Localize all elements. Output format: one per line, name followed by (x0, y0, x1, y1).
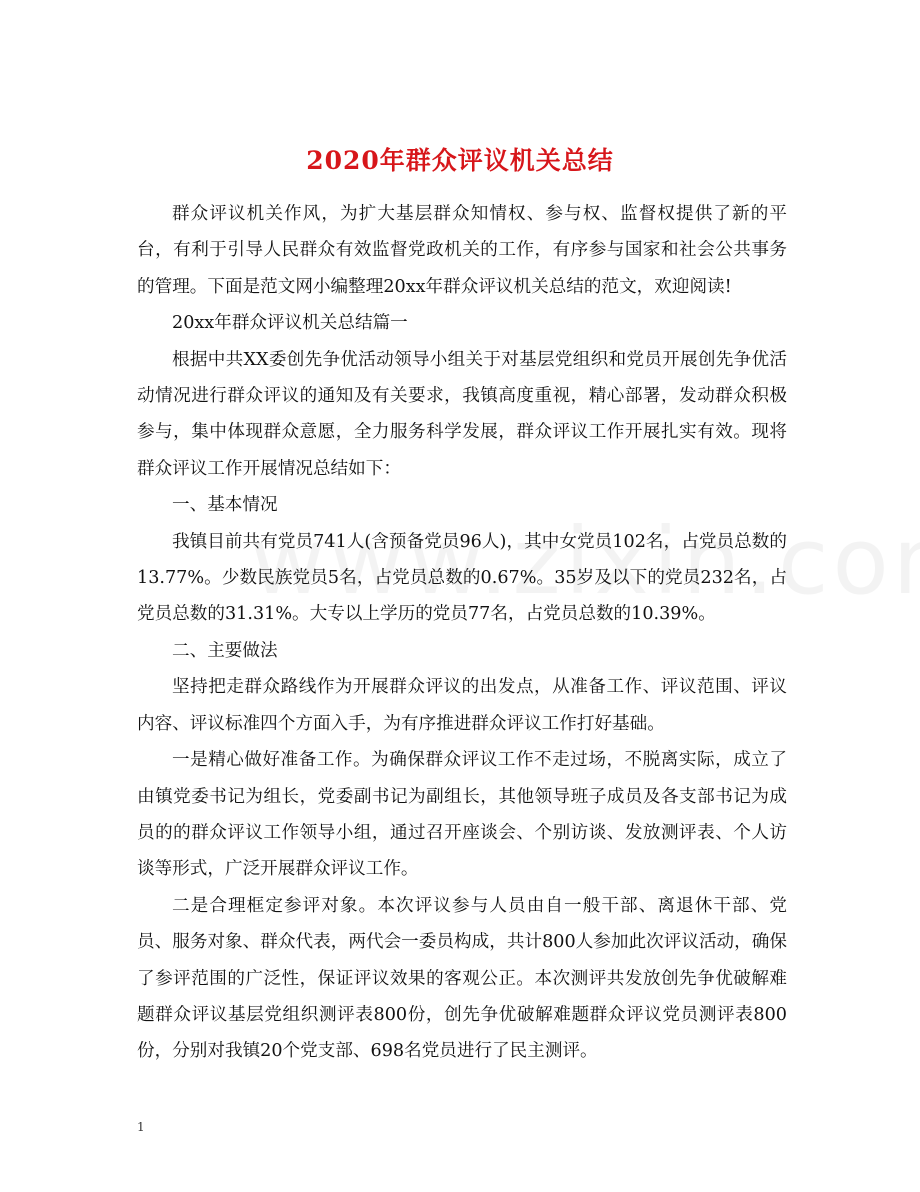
paragraph-participants: 二是合理框定参评对象。本次评议参与人员由自一般干部、离退休干部、党员、服务对象、群众代表，两代会一委员构成，共计800人参加此次评议活动，确保了参评范围的广泛性，保证评议效果的客观公正。本次测评共发放创先争优破解难题群众评议基层党组织测评表800份，创先争优破解难题群众评议党员测评表800份，分别对我镇20个党支部、698名党员进行了民主测评。 (137, 895, 787, 1062)
paragraph-basic-situation: 我镇目前共有党员741人(含预备党员96人)，其中女党员102名，占党员总数的13.77%。少数民族党员5名，占党员总数的0.67%。35岁及以下的党员232名，占党员总数的31.31%。大专以上学历的党员77名，占党员总数的10.39%。 (137, 531, 787, 625)
document-body (137, 196, 787, 1070)
paragraph-background: 根据中共XX委创先争优活动领导小组关于对基层党组织和党员开展创先争优活动情况进行群众评议的通知及有关要求，我镇高度重视，精心部署，发动群众积极参与，集中体现群众意愿，全力服务科学发展，群众评议工作开展扎实有效。现将群众评议工作开展情况总结如下： (137, 349, 787, 479)
paragraph-main-methods: 坚持把走群众路线作为开展群众评议的出发点，从准备工作、评议范围、评议内容、评议标准四个方面入手，为有序推进群众评议工作打好基础。 (137, 677, 787, 734)
page-number: 1 (137, 1120, 145, 1134)
section-heading-basic-situation: 一、基本情况 (172, 495, 278, 516)
paragraph-heading-part-one: 20xx年群众评议机关总结篇一 (172, 313, 408, 334)
section-heading-main-methods: 二、主要做法 (172, 640, 278, 661)
paragraph-intro: 群众评议机关作风，为扩大基层群众知情权、参与权、监督权提供了新的平台，有利于引导人民群众有效监督党政机关的工作，有序参与国家和社会公共事务的管理。下面是范文网小编整理20xx年群众评议机关总结的范文，欢迎阅读! (137, 204, 787, 297)
document-title: 2020年群众评议机关总结 (306, 145, 614, 175)
paragraph-preparation: 一是精心做好准备工作。为确保群众评议工作不走过场，不脱离实际，成立了由镇党委书记为组长，党委副书记为副组长，其他领导班子成员及各支部书记为成员的的群众评议工作领导小组，通过召开座谈会、个别访谈、发放测评表、个人访谈等形式，广泛开展群众评议工作。 (137, 750, 787, 880)
